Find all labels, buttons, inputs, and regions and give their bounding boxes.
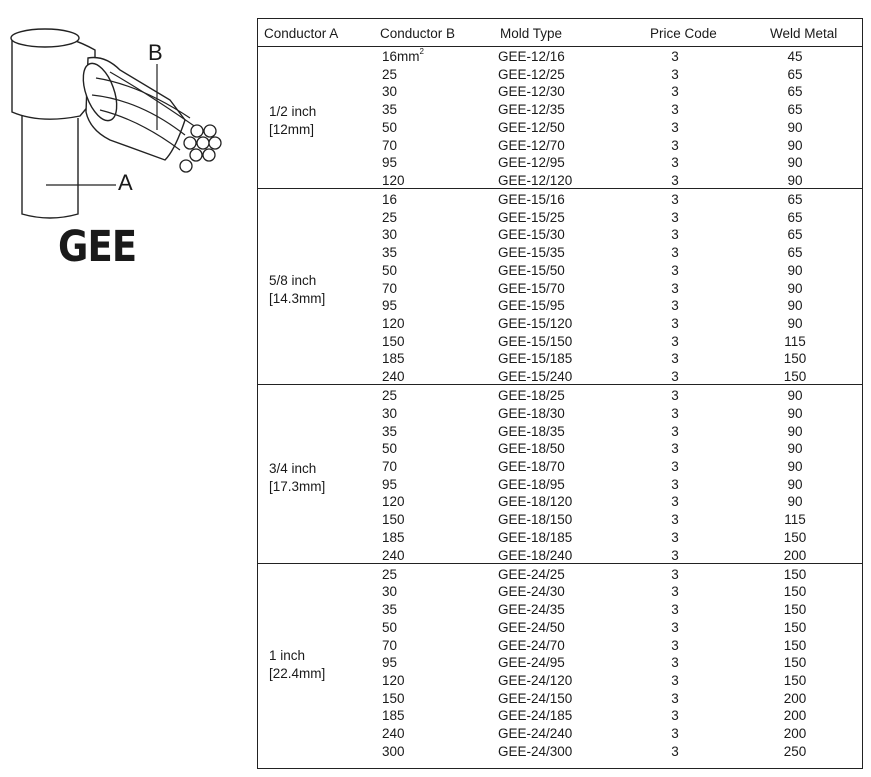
conductor-b-cell xyxy=(382,316,405,331)
conductor-b-value: 300 xyxy=(382,743,405,759)
mold-type-cell: GEE-24/300 xyxy=(498,743,573,759)
weld-metal-cell: 90 xyxy=(787,476,803,492)
price-code-cell: 3 xyxy=(671,602,679,618)
conductor-b-cell xyxy=(382,67,397,82)
weld-metal-cell: 150 xyxy=(783,655,807,671)
weld-metal-cell: 90 xyxy=(787,315,803,331)
price-code-cell: 3 xyxy=(671,137,679,153)
weld-metal-cell: 150 xyxy=(783,672,807,688)
conductor-b-cell xyxy=(382,351,405,366)
mold-type-cell: GEE-24/30 xyxy=(498,584,565,600)
table-row xyxy=(258,726,862,744)
weld-metal-cell: 150 xyxy=(783,602,807,618)
row-group xyxy=(258,385,862,564)
conductor-b-cell xyxy=(382,602,397,617)
conductor-b-value: 50 xyxy=(382,441,398,457)
table-row xyxy=(258,620,862,638)
conductor-b-cell xyxy=(382,173,405,188)
conductor-b-cell xyxy=(382,726,405,741)
table-row xyxy=(258,548,862,566)
table-row xyxy=(258,459,862,477)
conductor-b-cell xyxy=(382,138,397,153)
conductor-b-cell xyxy=(382,477,397,492)
mold-type-cell: GEE-12/35 xyxy=(498,102,565,118)
price-code-cell: 3 xyxy=(671,566,679,582)
mold-type-cell: GEE-18/25 xyxy=(498,388,565,404)
price-code-cell: 3 xyxy=(671,726,679,742)
table-row xyxy=(258,369,862,387)
weld-metal-cell: 65 xyxy=(787,102,803,118)
price-code-cell: 3 xyxy=(671,66,679,82)
weld-metal-cell: 90 xyxy=(787,298,803,314)
price-code-cell: 3 xyxy=(671,441,679,457)
price-code-cell: 3 xyxy=(671,584,679,600)
price-code-cell: 3 xyxy=(671,369,679,385)
conductor-b-cell xyxy=(382,691,405,706)
price-code-cell: 3 xyxy=(671,49,679,64)
weld-metal-cell: 65 xyxy=(787,227,803,243)
mold-type-cell: GEE-12/120 xyxy=(498,172,573,188)
table-row xyxy=(258,263,862,281)
table-row xyxy=(258,691,862,709)
mold-type-cell: GEE-24/25 xyxy=(498,566,565,582)
table-row xyxy=(258,530,862,548)
conductor-a-line: [12mm] xyxy=(269,121,315,137)
mold-type-cell: GEE-24/35 xyxy=(498,602,565,618)
table-row xyxy=(258,494,862,512)
price-code-cell: 3 xyxy=(671,333,679,349)
conductor-a-line: 1/2 inch xyxy=(269,103,317,119)
conductor-b-cell xyxy=(382,210,397,225)
conductor-b-cell xyxy=(382,512,405,527)
conductor-b-cell xyxy=(382,584,397,599)
conductor-b-value: 30 xyxy=(382,84,398,100)
conductor-b-cell xyxy=(382,708,405,723)
table-row xyxy=(258,245,862,263)
price-code-cell: 3 xyxy=(671,476,679,492)
table-row xyxy=(258,567,862,585)
conductor-b-value: 30 xyxy=(382,405,398,421)
conductor-b-value: 150 xyxy=(382,512,405,528)
conductor-b-value: 95 xyxy=(382,476,398,492)
weld-metal-cell: 90 xyxy=(787,441,803,457)
table-row xyxy=(258,406,862,424)
weld-metal-cell: 150 xyxy=(783,529,807,545)
conductor-b-cell xyxy=(382,424,397,439)
conductor-b-unit-exponent: 2 xyxy=(419,47,424,56)
weld-metal-cell: 150 xyxy=(783,369,807,385)
conductor-b-cell xyxy=(382,441,397,456)
mold-type-cell: GEE-15/16 xyxy=(498,192,565,208)
table-row xyxy=(258,210,862,228)
conductor-b-value: 240 xyxy=(382,726,405,742)
conductor-b-value: 25 xyxy=(382,388,398,404)
header-mold-type: Mold Type xyxy=(500,26,563,41)
price-code-cell: 3 xyxy=(671,227,679,243)
conductor-b-value: 50 xyxy=(382,619,398,635)
price-code-cell: 3 xyxy=(671,192,679,208)
mold-type-cell: GEE-15/35 xyxy=(498,245,565,261)
mold-type-cell: GEE-24/120 xyxy=(498,672,573,688)
table-row xyxy=(258,120,862,138)
table-row xyxy=(258,638,862,656)
mold-type-cell: GEE-18/50 xyxy=(498,441,565,457)
conductor-b-value: 16 xyxy=(382,192,398,208)
conductor-b-cell xyxy=(382,192,397,207)
mold-type-cell: GEE-15/30 xyxy=(498,227,565,243)
mold-type-cell: GEE-15/185 xyxy=(498,351,573,367)
weld-metal-cell: 115 xyxy=(784,512,806,528)
weld-metal-cell: 250 xyxy=(783,743,807,759)
price-code-cell: 3 xyxy=(671,529,679,545)
weld-metal-cell: 45 xyxy=(787,49,803,64)
mold-type-cell: GEE-12/50 xyxy=(498,119,565,135)
table-row xyxy=(258,602,862,620)
conductor-b-value: 150 xyxy=(382,333,405,349)
weld-metal-cell: 200 xyxy=(783,690,807,706)
conductor-b-value: 16 xyxy=(382,49,398,64)
mold-type-cell: GEE-12/16 xyxy=(498,49,565,64)
mold-type-cell: GEE-15/70 xyxy=(498,280,565,296)
weld-metal-cell: 90 xyxy=(787,459,803,475)
conductor-b-cell xyxy=(382,369,405,384)
mold-type-cell: GEE-15/120 xyxy=(498,315,573,331)
conductor-b-value: 120 xyxy=(382,494,405,510)
conductor-b-value: 185 xyxy=(382,708,405,724)
header-weld-metal: Weld Metal xyxy=(770,26,838,41)
table-row xyxy=(258,49,862,67)
weld-metal-cell: 200 xyxy=(783,708,807,724)
conductor-b-cell xyxy=(382,49,424,64)
price-code-cell: 3 xyxy=(671,298,679,314)
price-code-cell: 3 xyxy=(671,351,679,367)
mold-type-cell: GEE-18/150 xyxy=(498,512,573,528)
conductor-b-value: 95 xyxy=(382,155,398,171)
price-code-cell: 3 xyxy=(671,512,679,528)
price-code-cell: 3 xyxy=(671,494,679,510)
table-row xyxy=(258,298,862,316)
conductor-b-value: 30 xyxy=(382,227,398,243)
table-row xyxy=(258,316,862,334)
price-code-cell: 3 xyxy=(671,102,679,118)
mold-type-cell: GEE-12/70 xyxy=(498,137,565,153)
price-code-cell: 3 xyxy=(671,672,679,688)
table-row xyxy=(258,227,862,245)
conductor-b-value: 240 xyxy=(382,369,405,385)
label-b: B xyxy=(148,40,163,65)
label-a: A xyxy=(118,170,133,195)
conductor-b-value: 240 xyxy=(382,547,405,563)
table-row xyxy=(258,173,862,191)
conductor-b-cell xyxy=(382,548,405,563)
mold-type-cell: GEE-18/240 xyxy=(498,547,573,563)
conductor-b-value: 95 xyxy=(382,298,398,314)
weld-metal-cell: 90 xyxy=(787,172,803,188)
table-row xyxy=(258,744,862,762)
conductor-b-value: 120 xyxy=(382,315,405,331)
table-row xyxy=(258,351,862,369)
table-row xyxy=(258,584,862,602)
conductor-b-cell xyxy=(382,120,397,135)
conductor-b-cell xyxy=(382,245,397,260)
conductor-b-cell xyxy=(382,84,397,99)
weld-metal-cell: 90 xyxy=(787,388,803,404)
price-code-cell: 3 xyxy=(671,280,679,296)
mold-type-cell: GEE-24/70 xyxy=(498,637,565,653)
mold-type-cell: GEE-24/95 xyxy=(498,655,565,671)
conductor-b-value: 150 xyxy=(382,690,405,706)
table-row xyxy=(258,441,862,459)
price-code-cell: 3 xyxy=(671,84,679,100)
price-code-cell: 3 xyxy=(671,619,679,635)
conductor-b-value: 25 xyxy=(382,566,398,582)
conductor-b-cell xyxy=(382,638,397,653)
mold-type-cell: GEE-24/150 xyxy=(498,690,573,706)
table-header xyxy=(258,19,862,47)
weld-metal-cell: 65 xyxy=(787,192,803,208)
conductor-b-cell xyxy=(382,673,405,688)
conductor-b-value: 50 xyxy=(382,262,398,278)
weld-metal-cell: 115 xyxy=(784,333,806,349)
conductor-b-value: 120 xyxy=(382,672,405,688)
table-row xyxy=(258,334,862,352)
conductor-b-cell xyxy=(382,620,397,635)
conductor-a-line: 1 inch xyxy=(269,647,306,663)
table-row xyxy=(258,67,862,85)
conductor-b-value: 120 xyxy=(382,172,405,188)
mold-type-cell: GEE-24/50 xyxy=(498,619,565,635)
table-row xyxy=(258,192,862,210)
table-row xyxy=(258,708,862,726)
weld-metal-cell: 90 xyxy=(787,155,803,171)
conductor-a-line: [17.3mm] xyxy=(269,478,326,494)
conductor-b-cell xyxy=(382,744,405,759)
weld-metal-cell: 90 xyxy=(787,405,803,421)
weld-metal-cell: 65 xyxy=(787,66,803,82)
price-code-cell: 3 xyxy=(671,405,679,421)
table-row xyxy=(258,102,862,120)
price-code-cell: 3 xyxy=(671,655,679,671)
gee-mold-illustration xyxy=(0,0,250,290)
weld-metal-cell: 90 xyxy=(787,119,803,135)
conductor-b-value: 185 xyxy=(382,529,405,545)
row-group xyxy=(258,46,862,189)
price-code-cell: 3 xyxy=(671,119,679,135)
conductor-b-value: 70 xyxy=(382,459,398,475)
price-code-cell: 3 xyxy=(671,245,679,261)
conductor-b-cell xyxy=(382,102,397,117)
mold-type-cell: GEE-24/240 xyxy=(498,726,573,742)
price-code-cell: 3 xyxy=(671,155,679,171)
weld-metal-cell: 90 xyxy=(787,262,803,278)
row-group xyxy=(258,189,862,385)
conductor-b-cell xyxy=(382,494,405,509)
weld-metal-cell: 150 xyxy=(783,584,807,600)
mold-type-cell: GEE-12/30 xyxy=(498,84,565,100)
conductor-b-value: 70 xyxy=(382,637,398,653)
price-code-cell: 3 xyxy=(671,388,679,404)
conductor-b-value: 185 xyxy=(382,351,405,367)
table-row xyxy=(258,155,862,173)
conductor-b-cell xyxy=(382,298,397,313)
conductor-b-value: 50 xyxy=(382,119,398,135)
conductor-b-cell xyxy=(382,388,397,403)
weld-metal-cell: 65 xyxy=(787,84,803,100)
conductor-a-line: 5/8 inch xyxy=(269,273,317,289)
conductor-b-value: 35 xyxy=(382,102,398,118)
price-code-cell: 3 xyxy=(671,459,679,475)
table-row xyxy=(258,84,862,102)
conductor-b-value: 25 xyxy=(382,209,398,225)
conductor-b-cell xyxy=(382,334,405,349)
mold-type-cell: GEE-15/240 xyxy=(498,369,573,385)
weld-metal-cell: 90 xyxy=(787,280,803,296)
price-code-cell: 3 xyxy=(671,637,679,653)
conductor-a-line: 3/4 inch xyxy=(269,460,317,476)
conductor-b-cell xyxy=(382,406,397,421)
price-code-cell: 3 xyxy=(671,547,679,563)
table-row xyxy=(258,138,862,156)
conductor-b-value: 30 xyxy=(382,584,398,600)
conductor-b-cell xyxy=(382,655,397,670)
mold-type-cell: GEE-15/95 xyxy=(498,298,565,314)
conductor-b-cell xyxy=(382,281,397,296)
mold-type-cell: GEE-12/95 xyxy=(498,155,565,171)
mold-type-cell: GEE-15/150 xyxy=(498,333,573,349)
conductor-b-value: 25 xyxy=(382,66,398,82)
mold-type-cell: GEE-24/185 xyxy=(498,708,573,724)
mold-type-cell: GEE-18/120 xyxy=(498,494,573,510)
conductor-b-cell xyxy=(382,227,397,242)
weld-metal-cell: 150 xyxy=(783,619,807,635)
row-group xyxy=(258,564,862,760)
price-code-cell: 3 xyxy=(671,172,679,188)
table-row xyxy=(258,477,862,495)
conductor-b-value: 95 xyxy=(382,655,398,671)
conductor-b-value: 70 xyxy=(382,280,398,296)
mold-type-cell: GEE-18/35 xyxy=(498,423,565,439)
conductor-b-value: 35 xyxy=(382,423,398,439)
mold-type-cell: GEE-15/25 xyxy=(498,209,565,225)
table-row xyxy=(258,655,862,673)
weld-metal-cell: 200 xyxy=(783,547,807,563)
weld-metal-cell: 65 xyxy=(787,245,803,261)
weld-metal-cell: 90 xyxy=(787,423,803,439)
header-price-code: Price Code xyxy=(650,26,717,41)
conductor-b-cell xyxy=(382,263,397,278)
conductor-b-cell xyxy=(382,155,397,170)
mold-type-cell: GEE-12/25 xyxy=(498,66,565,82)
product-name: GEE xyxy=(58,222,137,272)
mold-type-cell: GEE-18/70 xyxy=(498,459,565,475)
mold-type-cell: GEE-18/95 xyxy=(498,476,565,492)
header-conductor-b: Conductor B xyxy=(380,26,456,41)
conductor-a-line: [22.4mm] xyxy=(269,665,326,681)
table-row xyxy=(258,673,862,691)
table-row xyxy=(258,424,862,442)
conductor-b-unit: mm xyxy=(397,49,420,64)
conductor-b-cell xyxy=(382,459,397,474)
conductor-a-line: [14.3mm] xyxy=(269,291,326,307)
price-code-cell: 3 xyxy=(671,315,679,331)
price-code-cell: 3 xyxy=(671,708,679,724)
conductor-b-value: 70 xyxy=(382,137,398,153)
weld-metal-cell: 150 xyxy=(783,566,807,582)
conductor-b-value: 35 xyxy=(382,602,398,618)
conductor-b-cell xyxy=(382,530,405,545)
price-code-cell: 3 xyxy=(671,423,679,439)
price-code-cell: 3 xyxy=(671,262,679,278)
weld-metal-cell: 200 xyxy=(783,726,807,742)
price-code-cell: 3 xyxy=(671,743,679,759)
weld-metal-cell: 65 xyxy=(787,209,803,225)
weld-metal-cell: 150 xyxy=(783,351,807,367)
table-row xyxy=(258,281,862,299)
mold-type-cell: GEE-18/185 xyxy=(498,529,573,545)
mold-table xyxy=(257,18,863,769)
price-code-cell: 3 xyxy=(671,209,679,225)
weld-metal-cell: 150 xyxy=(783,637,807,653)
price-code-cell: 3 xyxy=(671,690,679,706)
mold-type-cell: GEE-18/30 xyxy=(498,405,565,421)
mold-type-cell: GEE-15/50 xyxy=(498,262,565,278)
header-conductor-a: Conductor A xyxy=(264,26,339,41)
table-row xyxy=(258,388,862,406)
conductor-b-cell xyxy=(382,567,397,582)
weld-metal-cell: 90 xyxy=(787,494,803,510)
conductor-b-value: 35 xyxy=(382,245,398,261)
table-row xyxy=(258,512,862,530)
weld-metal-cell: 90 xyxy=(787,137,803,153)
